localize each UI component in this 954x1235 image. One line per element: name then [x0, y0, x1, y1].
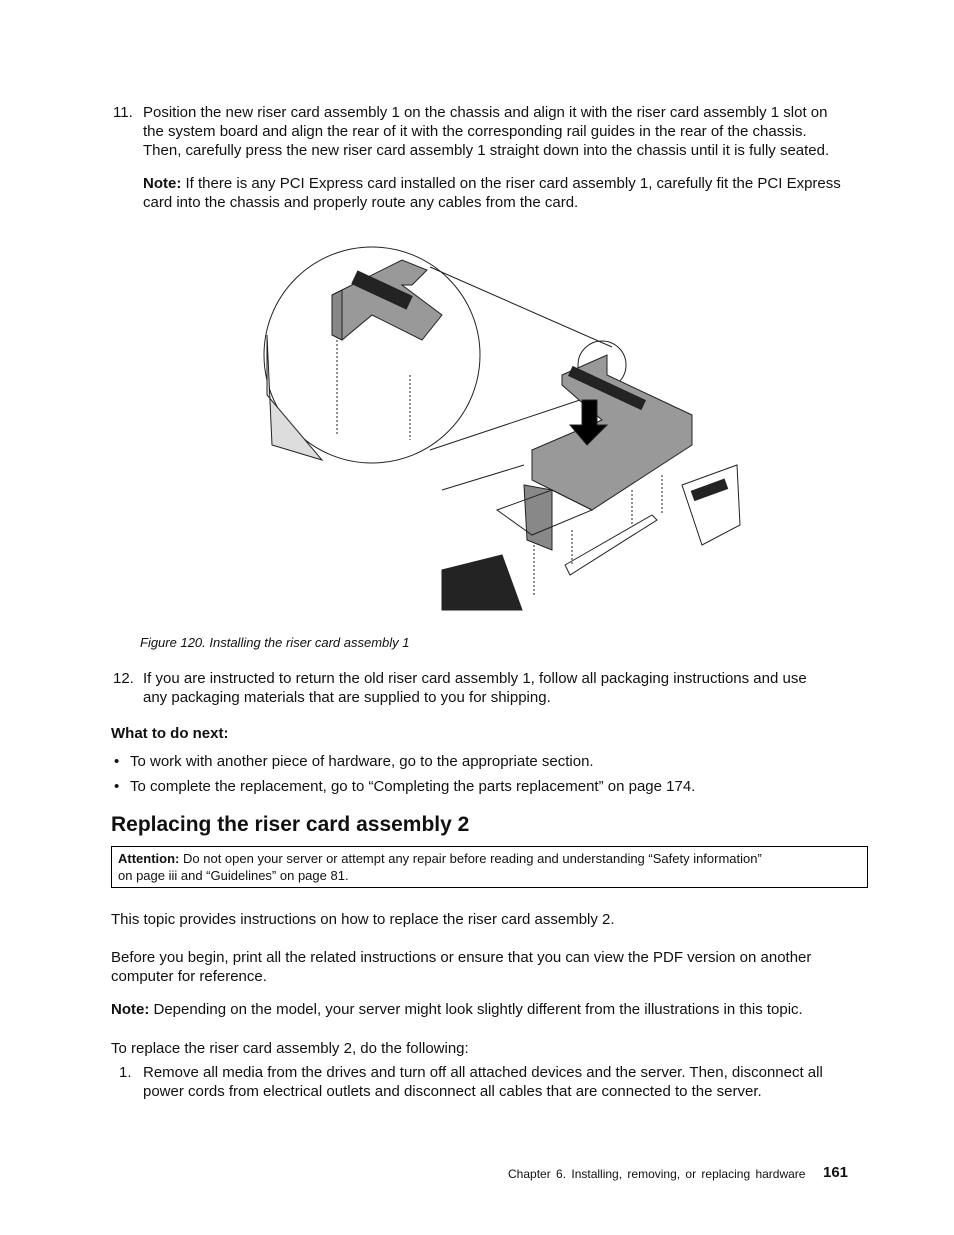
riser-card-illustration: [262, 245, 744, 613]
step-text: [143, 669, 807, 707]
text-line: Before you begin, print all the related instructions or ensure that you can view the PDF version on another: [111, 949, 812, 966]
step-number: 12.: [113, 670, 134, 687]
what-next-heading: What to do next:: [111, 725, 229, 742]
text-line: Do not open your server or attempt any repair before reading and understanding “Safety information”: [183, 851, 762, 866]
intro-paragraph: This topic provides instructions on how to replace the riser card assembly 2.: [111, 911, 615, 928]
bullet-item: • To complete the replacement, go to “Completing the parts replacement” on page 174.: [114, 778, 696, 795]
note-paragraph: [111, 1000, 803, 1019]
text-line: If you are instructed to return the old riser card assembly 1, follow all packaging instructions and use: [143, 670, 807, 687]
bullet-item: • To work with another piece of hardware, go to the appropriate section.: [114, 753, 594, 770]
step-text: [143, 103, 829, 160]
before-paragraph: [111, 948, 811, 986]
footer-chapter: Chapter 6. Installing, removing, or replacing hardware: [508, 1167, 806, 1181]
text-line: Then, carefully press the new riser card assembly 1 straight down into the chassis until it is fully seated.: [143, 142, 830, 159]
bullet-link-text[interactable]: To complete the replacement, go to “Completing the parts replacement” on page 174.: [130, 778, 696, 795]
note-text: Depending on the model, your server might look slightly different from the illustrations in this topic.: [153, 1001, 803, 1018]
text-line: Position the new riser card assembly 1 on the chassis and align it with the riser card assembly 1 slot on: [143, 104, 828, 121]
step-text: [143, 1063, 823, 1101]
figure-caption: Figure 120. Installing the riser card assembly 1: [140, 635, 410, 650]
attention-box: [111, 846, 868, 888]
lead-paragraph: To replace the riser card assembly 2, do the following:: [111, 1040, 469, 1057]
text-line: card into the chassis and properly route any cables from the card.: [143, 194, 579, 211]
step-number: 1.: [119, 1064, 132, 1081]
section-title: Replacing the riser card assembly 2: [111, 813, 470, 836]
text-line: any packaging materials that are supplied to you for shipping.: [143, 689, 551, 706]
text-line: on page iii and “Guidelines” on page 81.: [118, 868, 349, 883]
note-label: Note:: [143, 175, 182, 192]
bullet-text: To work with another piece of hardware, go to the appropriate section.: [130, 753, 594, 770]
attention-label: Attention:: [118, 851, 180, 866]
text-line: If there is any PCI Express card installed on the riser card assembly 1, carefully fit the PCI Express: [185, 175, 841, 192]
step-number: 11.: [113, 104, 133, 121]
page-number: 161: [823, 1164, 849, 1181]
text-line: Remove all media from the drives and turn off all attached devices and the server. Then, disconnect all: [143, 1064, 823, 1081]
note-label: Note:: [111, 1001, 150, 1018]
text-line: power cords from electrical outlets and disconnect all cables that are connected to the server.: [143, 1083, 762, 1100]
text-line: the system board and align the rear of it with the corresponding rail guides in the rear of the chassis.: [143, 123, 807, 140]
step-note: [143, 174, 841, 212]
text-line: computer for reference.: [111, 968, 267, 985]
